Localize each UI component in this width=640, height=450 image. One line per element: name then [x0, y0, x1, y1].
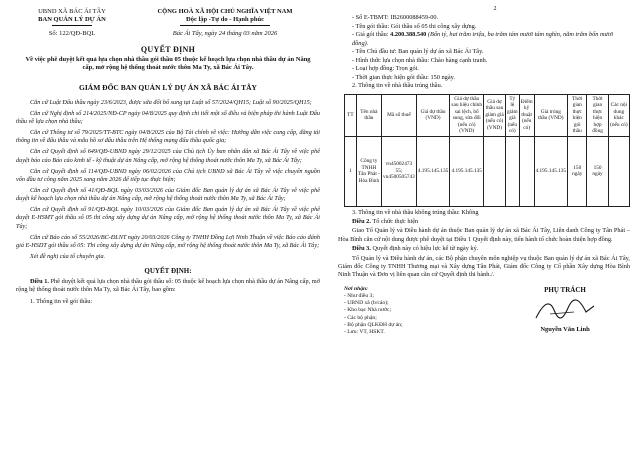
table-header-cell: Giá dự thầu (VND) — [416, 94, 449, 136]
recipients-block — [344, 286, 464, 336]
table-header-cell: Giá dự thầu sau giảm giá (nếu có) (VND) — [484, 94, 506, 136]
legal-basis-item: Căn cứ Báo cáo số 55/2026/BC-ĐLNT ngày 20/03/2026 Công ty TNHH Đồng Lợi Ninh Thuận về việc Báo cáo đánh giá E-HSDT gói thầu số 05: Thi công xây dựng dự án Nâng cấp, mở rộng hệ thống thoát nước thôn Ma Ty, xã Bác Ái Tây; — [16, 233, 320, 249]
recipients-title: Nơi nhận: — [344, 285, 368, 292]
table-header-cell: Giá dự thầu sau hiệu chỉnh sai lệch, bổ sung, sửa đổi (nếu có) (VND) — [451, 95, 483, 134]
legal-basis-item: Căn cứ Quyết định số 91/QĐ-BQL ngày 10/03/2026 của Giám đốc Ban quản lý dự án xã Bác Ái Tây về việc phê duyệt E-HSMT gói thầu số 05 thi công xây dựng dự án Nâng cấp, mở rộng hệ thống thoát nước thôn Ma Ty, xã Bác Ái Tây; — [16, 206, 320, 230]
signer-block — [500, 286, 630, 336]
header-row-2 — [16, 30, 320, 37]
bid-duration: - Thời gian thực hiện gói thầu: 150 ngày. — [352, 73, 455, 81]
signer-role: PHỤ TRÁCH — [544, 285, 586, 294]
article-1-label: Điều 1. — [30, 278, 49, 286]
table-header-cell: Thời gian thực hiện hợp đồng — [587, 94, 608, 136]
bid-price-label: - Giá gói thầu: — [352, 31, 391, 38]
nation-name: CỘNG HOÀ XÃ HỘI CHỦ NGHĨA VIỆT NAM — [157, 8, 293, 15]
article-1 — [16, 278, 320, 294]
recipient-item: - Kho bạc Nhà nước; — [344, 307, 391, 314]
article-3-body: Tổ Quản lý và Điều hành dự án, các Bộ phận chuyên môn nghiệp vụ thuộc Ban quản lý dự án xã Bác Ái Tây, Giám đốc Công ty TNHH Thương mại và Xây dựng Tân Phát, Giám đốc Công ty Cổ phần Xây dựng Hòa Bình Ninh Thuận và Đơn vị liên quan căn cứ Quyết định thi hành./. — [338, 254, 630, 279]
agency-divider — [52, 25, 92, 26]
agency-name: BAN QUẢN LÝ DỰ ÁN — [38, 16, 106, 23]
legal-basis-item: Căn cứ Thông tư số 79/2025/TT-BTC ngày 04/8/2025 của Bộ Tài chính về việc: Hướng dẫn việc cung cấp, đăng tải thông tin về đấu thầu và mẫu hồ sơ đấu thầu trên Hệ thống mạng đấu thầu quốc gia; — [16, 129, 320, 145]
document-title: QUYẾT ĐỊNH — [140, 45, 196, 54]
right-page — [322, 0, 640, 450]
legal-basis-item: Xét đề nghị của tổ chuyên gia. — [30, 253, 106, 261]
recipient-item: - UBND xã (b/cáo); — [344, 300, 389, 307]
bid-method: - Hình thức lựa chọn nhà thầu: Chào hàng cạnh tranh. — [352, 56, 488, 64]
table-header-cell: Tỷ lệ giảm giá (nếu có) — [507, 95, 518, 134]
document-number: Số: 122/QĐ-BQL — [48, 30, 96, 37]
legal-basis-item: Căn cứ Quyết định số 41/QĐ-BQL ngày 03/03/2026 của Giám đốc Ban quản lý dự án xã Bác Ái Tây về việc phê duyệt kế hoạch lựa chọn nhà thầu dự án Nâng cấp, mở rộng hệ thống thoát nước thôn Ma Ty, xã Bác Ái Tây; — [16, 187, 320, 203]
recipient-item: - Như điều 3; — [344, 293, 374, 300]
legal-basis-item: Căn cứ Luật Đấu thầu ngày 23/6/2023, được sửa đổi bổ sung tại Luật số 57/2024/QH15; Luật số 90/2025/QH15; — [30, 98, 312, 106]
table-header-cell: Thời gian thực hiện gói thầu — [568, 94, 587, 136]
table-row — [345, 136, 630, 206]
recipients-list — [344, 293, 464, 336]
document-header — [16, 8, 320, 26]
nation-motto: Độc lập -Tự do - Hạnh phúc — [186, 16, 264, 23]
bid-price — [330, 31, 630, 48]
article-3-label: Điều 3. — [352, 245, 371, 253]
nation-block — [130, 8, 320, 26]
agency-parent: UBND XÃ BÁC ÁI TÂY — [38, 8, 106, 15]
article-1-item-1: 1. Thông tin về gói thầu: — [30, 297, 93, 305]
bid-item-2: 2. Thông tin về nhà thầu trúng thầu. — [352, 82, 443, 89]
table-cell — [484, 136, 506, 206]
table-cell: 4.195.145.135 — [416, 136, 449, 206]
table-header-cell: Các nội dung khác (nếu có) — [608, 94, 629, 136]
bid-price-words: (Bốn tỷ, hai trăm triệu, ba trăm tám mươi tám nghìn, năm trăm bốn mươi đồng). — [352, 31, 614, 47]
recipient-item: - Các bộ phận; — [344, 314, 377, 321]
article-3 — [330, 245, 630, 253]
legal-basis-item: Căn cứ Nghị định số 214/2025/NĐ-CP ngày 04/8/2025 quy định chi tiết một số điều và biện pháp thi hành Luật Đấu thầu về lựa chọn nhà thầu; — [16, 109, 320, 125]
legal-basis-item: Căn cứ Quyết định số 649/QĐ-UBND ngày 29/12/2025 của Chủ tịch Ủy ban nhân dân xã Bác Ái Tây về việc phê duyệt báo cáo Báo cáo kinh tế - kỹ thuật dự án Nâng cấp, mở rộng hệ thống thoát nước thôn Ma Ty, xã Bác Ái Tây; — [16, 148, 320, 164]
motto-divider — [180, 25, 270, 26]
item-3: 3. Thông tin về nhà thầu không trúng thầu: Không — [352, 208, 479, 216]
table-header-cell: TT — [345, 94, 357, 136]
agency-block — [16, 8, 128, 26]
decide-heading: QUYẾT ĐỊNH: — [144, 267, 192, 276]
article-2 — [330, 218, 630, 226]
legal-basis-item: Căn cứ Quyết định số 114/QĐ-UBND ngày 06/02/2026 của Chủ tịch UBND xã Bác Ái Tây về việc chuyển nguồn vốn đầu tư công năm 2025 sang năm 2026 để tiếp tục thực hiện; — [16, 167, 320, 183]
table-header-cell: Điểm kỹ thuật (nếu có) — [519, 94, 534, 136]
article-2-text: Tổ chức thực hiện — [372, 218, 419, 225]
bid-tbmt: - Số E-TBMT: IB2600088459-00. — [352, 14, 439, 21]
table-header-cell: Giá trúng thầu (VND) — [534, 94, 567, 136]
signer-name: Nguyễn Văn Linh — [540, 325, 590, 333]
handwritten-signature-icon — [530, 296, 600, 326]
table-header-cell: Mã số thuế — [382, 94, 417, 136]
table-cell: Công ty TNHH Tân Phát - Hòa Bình — [356, 136, 381, 206]
bid-owner: - Tên Chủ đầu tư: Ban quản lý dự án xã Bác Ái Tây. — [352, 48, 484, 55]
recipient-item: - Bộ phận QLKĐH dự án; — [344, 321, 403, 328]
article-2-label: Điều 2. — [352, 218, 371, 225]
table-cell — [519, 136, 534, 206]
table-cell: 150 ngày — [568, 136, 587, 206]
signature-area — [330, 286, 630, 336]
bid-price-value: 4.200.388.540 — [390, 31, 427, 38]
table-cell: 150 ngày — [587, 136, 608, 206]
table-header-row — [345, 94, 630, 136]
table-cell: 4.195.145.135 — [450, 136, 484, 206]
issuer-heading: GIÁM ĐỐC BAN QUẢN LÝ DỰ ÁN XÃ BÁC ÁI TÂY — [79, 82, 257, 92]
table-cell: 4.195.145.135 — [534, 136, 567, 206]
recipient-item: - Lưu: VT, HSKT. — [344, 329, 385, 336]
bid-contract-type: - Loại hợp đồng: Trọn gói. — [352, 65, 420, 72]
article-1-text: Phê duyệt kết quả lựa chọn nhà thầu gói thầu số: 05 thuộc kế hoạch lựa chọn nhà thầu dự án Nâng cấp, mở rộng hệ thống thoát nước thôn Ma Ty, xã Bác Ái Tây, bao gồm: — [16, 278, 320, 294]
article-3-text: Quyết định này có hiệu lực kể từ ngày ký. — [372, 245, 479, 253]
table-cell — [608, 136, 629, 206]
table-cell: vn45002473 55; vn4500505743 — [382, 136, 417, 206]
place-date: Bác Ái Tây, ngày 24 tháng 03 năm 2026 — [172, 30, 278, 37]
signature-mark — [500, 294, 630, 326]
winning-bidder-table — [344, 94, 630, 207]
bid-package-name: - Tên gói thầu: Gói thầu số 05 thi công xây dựng. — [352, 22, 477, 30]
table-header-cell: Tên nhà thầu — [356, 94, 381, 136]
page-number: 2 — [493, 6, 497, 12]
document-subject: Về việc phê duyệt kết quả lựa chọn nhà thầu gói thầu 05 thuộc kế hoạch lựa chọn nhà thầu dự án Nâng cấp, mở rộng hệ thống thoát nước thôn Ma Ty, xã Bác Ái Tây. — [25, 56, 311, 72]
table-cell — [505, 136, 519, 206]
article-2-body: Giao Tổ Quản lý và Điều hành dự án thuộc Ban quản lý dự án xã Bác Ái Tây, Liên danh Công ty Tân Phát – Hòa Bình căn cứ nội dung được phê duyệt tại Điều 1 Quyết định này, tiến hành tổ chức hoàn thiện hợp đồng. — [338, 227, 630, 243]
table-cell: 1 — [345, 136, 357, 206]
legal-bases — [16, 99, 320, 262]
